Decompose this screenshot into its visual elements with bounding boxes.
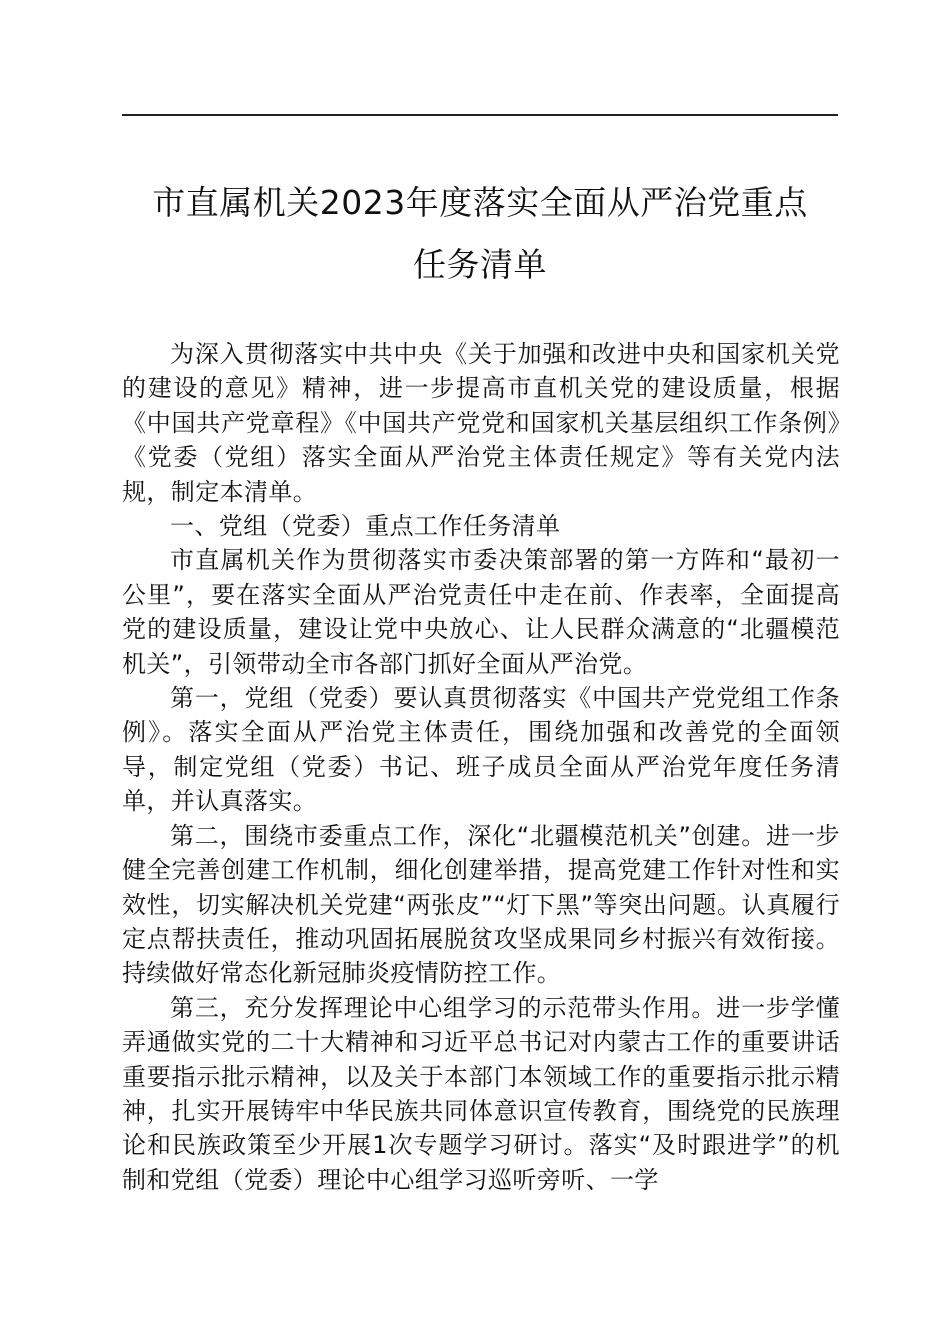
- paragraph: 第三，充分发挥理论中心组学习的示范带头作用。进一步学懂弄通做实党的二十大精神和习近平总书记对内蒙古工作的重要讲话重要指示批示精神，以及关于本部门本领域工作的重要指示批示精神，扎实开展铸牢中华民族共同体意识宣传教育，围绕党的民族理论和民族政策至少开展1次专题学习研讨。落实“及时跟进学”的机制和党组（党委）理论中心组学习巡听旁听、一学: [122, 993, 840, 1194]
- title-line-1: 市直属机关2023年度落实全面从严治党重点: [152, 183, 808, 222]
- document-title: [100, 172, 860, 296]
- document-body: [122, 337, 840, 1197]
- paragraph: 第二，围绕市委重点工作，深化“北疆模范机关”创建。进一步健全完善创建工作机制，细化创建举措，提高党建工作针对性和实效性，切实解决机关党建“两张皮”“灯下黑”等突出问题。认真履行定点帮扶责任，推动巩固拓展脱贫攻坚成果同乡村振兴有效衔接。持续做好常态化新冠肺炎疫情防控工作。: [122, 821, 840, 988]
- paragraph: 第一，党组（党委）要认真贯彻落实《中国共产党党组工作条例》。落实全面从严治党主体责任，围绕加强和改善党的全面领导，制定党组（党委）书记、班子成员全面从严治党年度任务清单，并认真落实。: [122, 684, 840, 816]
- title-line-2: 任务清单: [413, 245, 547, 284]
- section-heading: 一、党组（党委）重点工作任务清单: [170, 512, 561, 541]
- paragraph-intro: 为深入贯彻落实中共中央《关于加强和改进中央和国家机关党的建设的意见》精神，进一步提高市直机关党的建设质量，根据《中国共产党章程》《中国共产党党和国家机关基层组织工作条例》《党委（党组）落实全面从严治党主体责任规定》等有关党内法规，制定本清单。: [122, 340, 840, 506]
- header-rule: [122, 114, 838, 116]
- paragraph: 市直属机关作为贯彻落实市委决策部署的第一方阵和“最初一公里”，要在落实全面从严治党责任中走在前、作表率，全面提高党的建设质量，建设让党中央放心、让人民群众满意的“北疆模范机关”，引领带动全市各部门抓好全面从严治党。: [122, 546, 840, 678]
